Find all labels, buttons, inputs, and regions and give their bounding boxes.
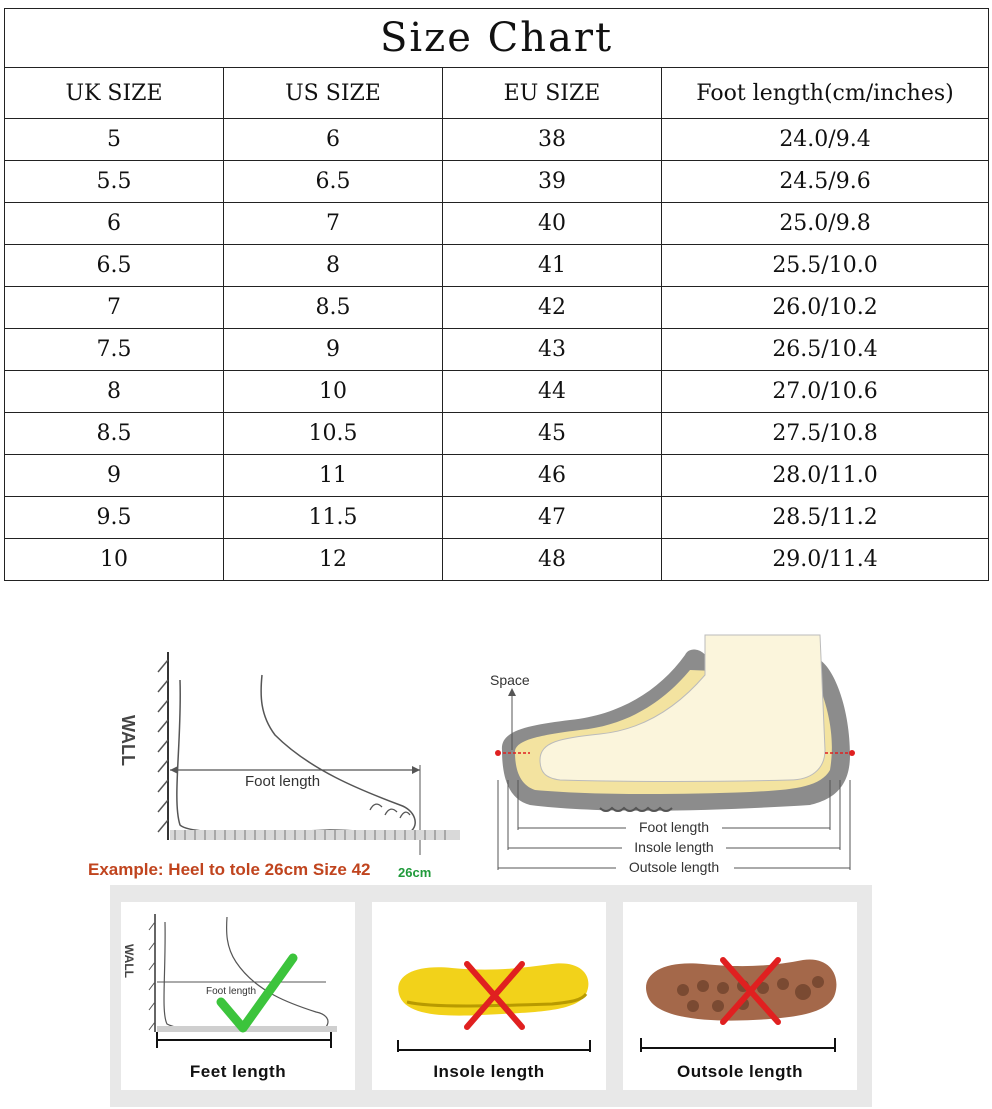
table-row [5,287,989,329]
table-row [5,371,989,413]
card-feet-length [121,902,355,1090]
uk-size-cell: 8 [5,371,224,413]
header-eu-size: EU SIZE [443,68,662,119]
foot-length-cell: 29.0/11.4 [662,539,989,581]
uk-size-cell: 5 [5,119,224,161]
card-foot-length-label: Foot length [206,986,257,997]
table-title: Size Chart [5,9,989,68]
table-row [5,329,989,371]
card-label-outsole-length: Outsole length [677,1062,803,1081]
insole-icon [398,963,588,1015]
foot-length-cell: 24.5/9.6 [662,161,989,203]
uk-size-cell: 8.5 [5,413,224,455]
ruler-icon [170,830,460,840]
uk-size-cell: 6 [5,203,224,245]
foot-length-cell: 28.0/11.0 [662,455,989,497]
foot-length-cell: 25.0/9.8 [662,203,989,245]
foot-length-cell: 24.0/9.4 [662,119,989,161]
eu-size-cell: 43 [443,329,662,371]
feet-length-illustration [121,902,355,1052]
table-body [5,119,989,581]
foot-length-cell: 26.5/10.4 [662,329,989,371]
foot-length-cell: 28.5/11.2 [662,497,989,539]
eu-size-cell: 48 [443,539,662,581]
us-size-cell: 9 [224,329,443,371]
space-label: Space [490,672,530,688]
foot-outline-icon [177,675,415,833]
uk-size-cell: 5.5 [5,161,224,203]
eu-size-cell: 39 [443,161,662,203]
eu-size-cell: 45 [443,413,662,455]
card-wall-label: WALL [122,944,136,978]
wall-icon [158,652,168,840]
title-row [5,9,989,68]
card-label-insole-length: Insole length [433,1062,545,1081]
table-row [5,455,989,497]
uk-size-cell: 6.5 [5,245,224,287]
us-size-cell: 11.5 [224,497,443,539]
example-caption: Example: Heel to tole 26cm Size 42 [88,860,371,879]
card-insole-length [372,902,606,1090]
uk-size-cell: 7.5 [5,329,224,371]
foot-length-label: Foot length [245,773,321,790]
table-row [5,245,989,287]
card-outsole-length [623,902,857,1090]
us-size-cell: 8.5 [224,287,443,329]
ruler-mark-text: 26cm [398,865,432,880]
outsole-illustration [623,902,857,1052]
us-size-cell: 11 [224,455,443,497]
us-size-cell: 7 [224,203,443,245]
header-us-size: US SIZE [224,68,443,119]
us-size-cell: 10 [224,371,443,413]
foot-measure-diagram [110,640,460,860]
us-size-cell: 12 [224,539,443,581]
uk-size-cell: 7 [5,287,224,329]
table-row [5,119,989,161]
header-uk-size: UK SIZE [5,68,224,119]
eu-size-cell: 38 [443,119,662,161]
foot-length-cell: 26.0/10.2 [662,287,989,329]
insole-illustration [372,902,606,1052]
us-size-cell: 8 [224,245,443,287]
uk-size-cell: 9.5 [5,497,224,539]
card-label-feet-length: Feet length [189,1062,287,1081]
uk-size-cell: 10 [5,539,224,581]
foot-length-cell: 27.0/10.6 [662,371,989,413]
size-chart-table [4,8,989,581]
eu-size-cell: 41 [443,245,662,287]
shoe-outsole-length-label: Outsole length [628,859,720,875]
foot-length-cell: 25.5/10.0 [662,245,989,287]
eu-size-cell: 46 [443,455,662,497]
eu-size-cell: 42 [443,287,662,329]
table-row [5,161,989,203]
table-row [5,413,989,455]
header-foot-length: Foot length(cm/inches) [662,68,989,119]
us-size-cell: 6.5 [224,161,443,203]
eu-size-cell: 44 [443,371,662,413]
header-row [5,68,989,119]
wall-label: WALL [118,715,138,766]
uk-size-cell: 9 [5,455,224,497]
table-row [5,539,989,581]
shoe-foot-length-label: Foot length [638,819,710,835]
foot-in-shoe-icon [540,635,825,782]
eu-size-cell: 47 [443,497,662,539]
table-row [5,203,989,245]
shoe-section-diagram [490,630,860,880]
eu-size-cell: 40 [443,203,662,245]
foot-length-cell: 27.5/10.8 [662,413,989,455]
table-row [5,497,989,539]
us-size-cell: 6 [224,119,443,161]
us-size-cell: 10.5 [224,413,443,455]
shoe-insole-length-label: Insole length [634,839,714,855]
